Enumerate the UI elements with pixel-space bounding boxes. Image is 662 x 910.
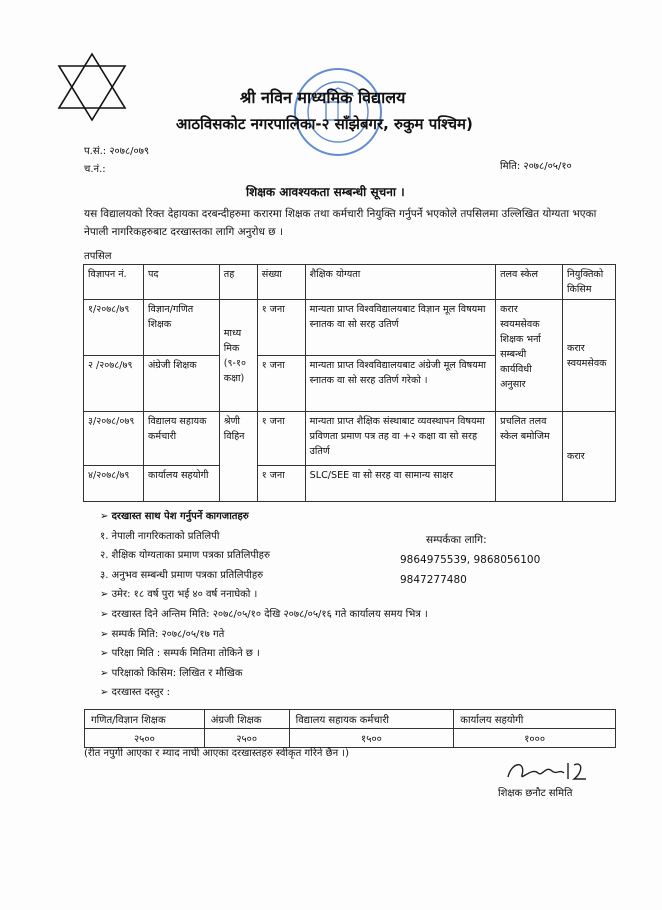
post-cell: विद्यालय सहायक कर्मचारी — [143, 412, 219, 466]
fee-cell: १५०० — [289, 729, 454, 748]
list-item: ३. अनुभव सम्बन्धी प्रमाण पत्रका प्रतिलिपीहरु — [100, 569, 264, 581]
list-item: ➢ उमेर: १८ वर्ष पुरा भई ४० वर्ष ननाघेको । — [100, 589, 258, 601]
count-cell: १ जना — [257, 412, 305, 466]
school-seal-icon — [292, 66, 384, 158]
count-cell: १ जना — [257, 356, 305, 412]
vacancy-table — [83, 264, 616, 502]
table-header-row — [85, 710, 616, 729]
list-item: ➢ दरखास्त साथ पेश गर्नुपर्ने कागजातहरु — [100, 511, 249, 522]
header-cell: तह — [219, 265, 257, 300]
contact-label: सम्पर्कका लागि: — [426, 534, 487, 546]
school-address: आठविसकोट नगरपालिका-२ साँझेबगर, रुकुम पश्चिम) — [176, 115, 473, 133]
footnote: (रीत नपुगी आएका र म्याद नाघी आएका दरखास्तहरु स्वीकृत गरिने छैन ।) — [84, 748, 349, 759]
salary-scale-cell: करार स्वयमसेवक शिक्षक भर्ना सम्बन्धी कार्यविधी अनुसार — [496, 300, 563, 412]
dispatch-number: च.नं.: — [84, 164, 106, 175]
intro-paragraph: यस विद्यालयको रिक्त देहायका दरबन्दीहरुमा करारमा शिक्षक तथा कर्मचारी नियुक्ति गर्नुपर्ने भएकोले तपसिलमा उल्लिखित योग्यता भएका नेपाली नागरिकहरुबाट दरखास्तका लागि अनुरोध छ । — [84, 208, 597, 238]
fee-label: दरखास्त दस्तुर : — [111, 687, 171, 699]
count-cell: १ जना — [257, 466, 305, 502]
qualification-cell: मान्यता प्राप्त शैक्षिक संस्थाबाट व्यवस्थापन विषयमा प्रविणता प्रमाण पत्र तह वा +२ कक्षा वा सो सरह उतिर्ण — [305, 412, 495, 466]
table-row — [84, 412, 616, 466]
level-cell: माध्य मिक (९-१० कक्षा) — [219, 300, 257, 412]
count-cell: १ जना — [257, 300, 305, 356]
star-emblem-icon — [55, 52, 129, 122]
documents-list — [100, 507, 428, 703]
list-item: ➢ दरखास्त दिने अन्तिम मिति: २०७८/०५/१० देखि २०७८/०५/१६ गते कार्यालय समय भित्र । — [100, 608, 428, 620]
reference-number: प.सं.: २०७८/०७९ — [84, 146, 150, 157]
ad-number-cell: ३/२०७८/०७९ — [84, 412, 144, 466]
table-row — [84, 300, 616, 356]
documents-heading: दरखास्त साथ पेश गर्नुपर्ने कागजातहरु — [111, 511, 249, 522]
appointment-type-cell: करार स्वयमसेवक — [562, 300, 615, 412]
age-requirement: उमेर: १८ वर्ष पुरा भई ४० वर्ष ननाघेको । — [111, 589, 258, 601]
notice-date: मिति: २०७८/०५/१० — [500, 161, 572, 172]
post-cell: कार्यालय सहयोगी — [143, 466, 219, 502]
qualification-cell: मान्यता प्राप्त विश्वविद्यालयबाट अंग्रेजी मूल विषयमा स्नातक वा सो सरह उतिर्ण गरेको । — [305, 356, 495, 412]
fee-cell: १००० — [454, 729, 616, 748]
level-cell: श्रेणी विहिन — [219, 412, 257, 502]
header-cell: विज्ञापन नं. — [84, 265, 144, 300]
list-item: १. नेपाली नागरिकताको प्रतिलिपी — [100, 530, 220, 542]
contact-box — [400, 530, 550, 590]
header-cell: विद्यालय सहायक कर्मचारी — [289, 710, 454, 729]
ad-number-cell: ४/२०७८/७९ — [84, 466, 144, 502]
fee-cell: २५०० — [204, 729, 289, 748]
ad-number-cell: १/२०७८/७९ — [84, 300, 144, 356]
header-cell: कार्यालय सहयोगी — [454, 710, 616, 729]
table-header-row — [84, 265, 616, 300]
post-cell: अंग्रेजी शिक्षक — [143, 356, 219, 412]
signature-icon — [502, 757, 592, 785]
header-cell: शैक्षिक योग्यता — [305, 265, 495, 300]
qualification-cell: मान्यता प्राप्त विश्वविद्यालयबाट विज्ञान मूल विषयमा स्नातक वा सो सरह उतिर्ण — [305, 300, 495, 356]
contact-date: सम्पर्क मिति: २०७८/०५/१७ गते — [111, 628, 225, 640]
list-item: २. शैक्षिक योग्यताका प्रमाण पत्रका प्रतिलिपीहरु — [100, 550, 270, 562]
header-cell: पद — [143, 265, 219, 300]
salary-scale-cell: प्रचलित तलव स्केल बमोजिम — [496, 412, 563, 502]
school-name: श्री नविन माध्यमिक विद्यालय — [240, 88, 406, 107]
header-cell: नियुक्तिको किसिम — [562, 265, 615, 300]
fee-cell: २५०० — [85, 729, 205, 748]
post-cell: विज्ञान/गणित शिक्षक — [143, 300, 219, 356]
list-item: ➢ सम्पर्क मिति: २०७८/०५/१७ गते — [100, 628, 225, 640]
fee-table — [84, 709, 616, 748]
header-cell: संख्या — [257, 265, 305, 300]
list-item: ➢ दरखास्त दस्तुर : — [100, 687, 171, 699]
header-cell: गणित/विज्ञान शिक्षक — [85, 710, 205, 729]
list-item: ➢ परिक्षा मिति : सम्पर्क मितिमा तोकिने छ । — [100, 648, 260, 660]
header-cell: अंग्रजी शिक्षक — [204, 710, 289, 729]
contact-phones: 9864975539, 9868056100 — [400, 554, 541, 566]
list-item: ➢ परिक्षाको किसिम: लिखित र मौखिक — [100, 667, 243, 679]
header-cell: तलव स्केल — [496, 265, 563, 300]
ad-number-cell: २ /२०७८/७९ — [84, 356, 144, 412]
exam-date: परिक्षा मिति : सम्पर्क मितिमा तोकिने छ । — [111, 648, 260, 660]
notice-title: शिक्षक आवश्यकता सम्बन्धी सूचना । — [246, 185, 405, 199]
application-deadline: दरखास्त दिने अन्तिम मिति: २०७८/०५/१० देखि २०७८/०५/१६ गते कार्यालय समय भित्र । — [111, 608, 428, 620]
contact-phones: 9847277480 — [400, 574, 467, 586]
qualification-cell: SLC/SEE वा सो सरह वा सामान्य साक्षर — [305, 466, 495, 502]
details-label: तपसिल — [84, 251, 112, 262]
signature-label: शिक्षक छनौट समिति — [498, 788, 573, 799]
exam-type: परिक्षाको किसिम: लिखित र मौखिक — [111, 667, 243, 679]
appointment-type-cell: करार — [562, 412, 615, 502]
